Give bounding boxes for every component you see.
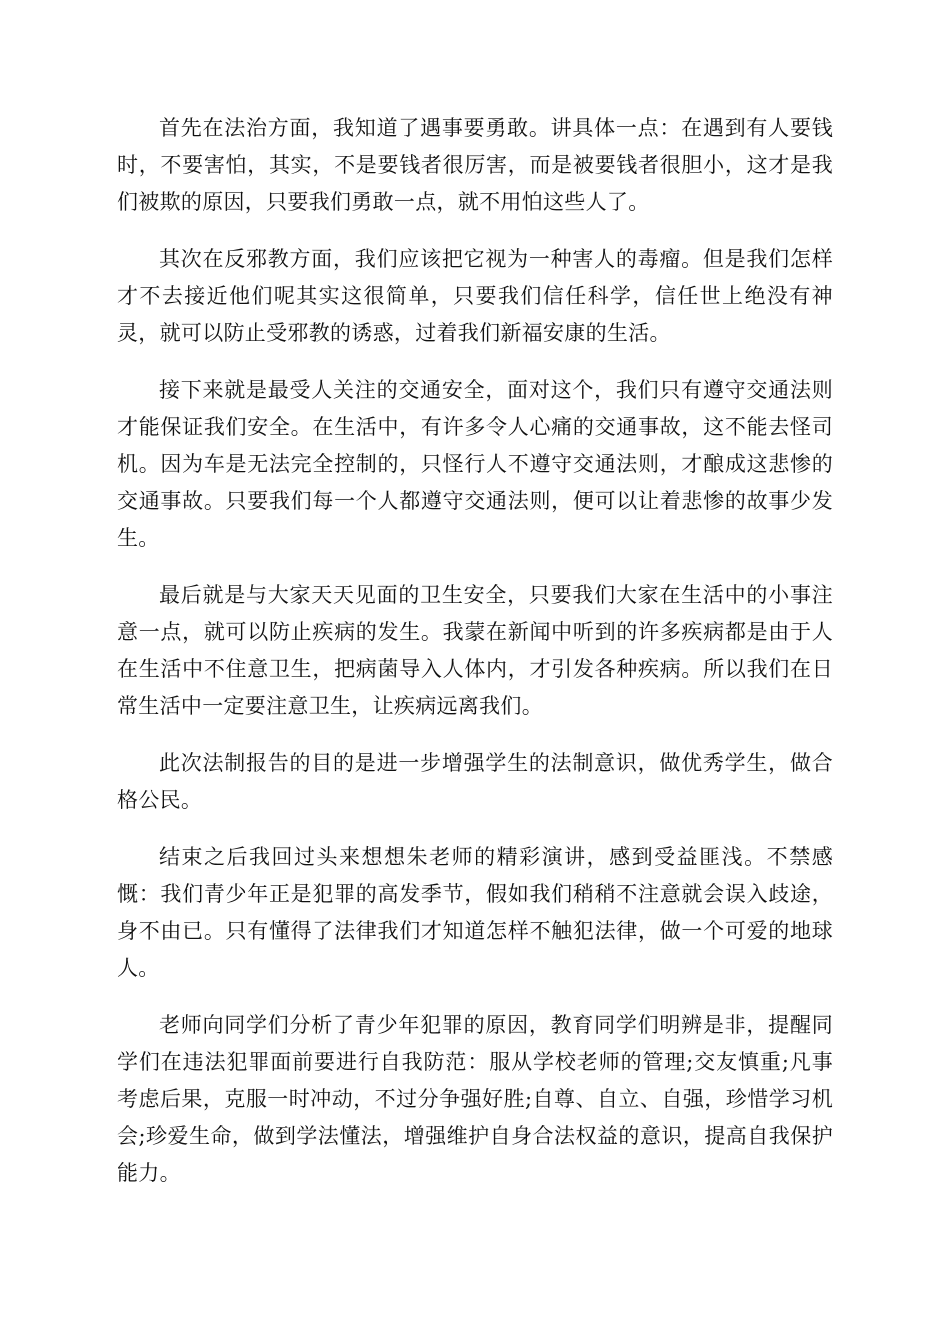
- paragraph-traffic-safety: 接下来就是最受人关注的交通安全，面对这个，我们只有遵守交通法则才能保证我们安全。在生活中，有许多令人心痛的交通事故，这不能去怪司机。因为车是无法完全控制的，只怪行人不遵守交通法则，才酿成这悲惨的交通事故。只要我们每一个人都遵守交通法则，便可以让着悲惨的故事少发生。: [117, 378, 833, 550]
- paragraph-reflection: 结束之后我回过头来想想朱老师的精彩演讲，感到受益匪浅。不禁感慨：我们青少年正是犯罪的高发季节，假如我们稍稍不注意就会误入歧途，身不由已。只有懂得了法律我们才知道怎样不触犯法律，做一个可爱的地球人。: [117, 845, 833, 980]
- paragraph-rule-of-law: 首先在法治方面，我知道了遇事要勇敢。讲具体一点：在遇到有人要钱时，不要害怕，其实，不是要钱者很厉害，而是被要钱者很胆小，这才是我们被欺的原因，只要我们勇敢一点，就不用怕这些人了。: [117, 116, 833, 214]
- paragraph-anti-cult: 其次在反邪教方面，我们应该把它视为一种害人的毒瘤。但是我们怎样才不去接近他们呢其实这很简单，只要我们信任科学，信任世上绝没有神灵，就可以防止受邪教的诱惑，过着我们新福安康的生活。: [117, 247, 833, 345]
- paragraph-hygiene-safety: 最后就是与大家天天见面的卫生安全，只要我们大家在生活中的小事注意一点，就可以防止疾病的发生。我蒙在新闻中听到的许多疾病都是由于人在生活中不住意卫生，把病菌导入人体内，才引发各种疾病。所以我们在日常生活中一定要注意卫生，让疾病远离我们。: [117, 583, 833, 718]
- paragraph-report-purpose: 此次法制报告的目的是进一步增强学生的法制意识，做优秀学生，做合格公民。: [117, 751, 833, 812]
- paragraph-teacher-analysis: 老师向同学们分析了青少年犯罪的原因，教育同学们明辨是非，提醒同学们在违法犯罪面前要进行自我防范：服从学校老师的管理;交友慎重;凡事考虑后果，克服一时冲动，不过分争强好胜;自尊、自立、自强，珍惜学习机会;珍爱生命，做到学法懂法，增强维护自身合法权益的意识，提高自我保护能力。: [117, 1013, 833, 1185]
- document-body: [117, 110, 833, 1212]
